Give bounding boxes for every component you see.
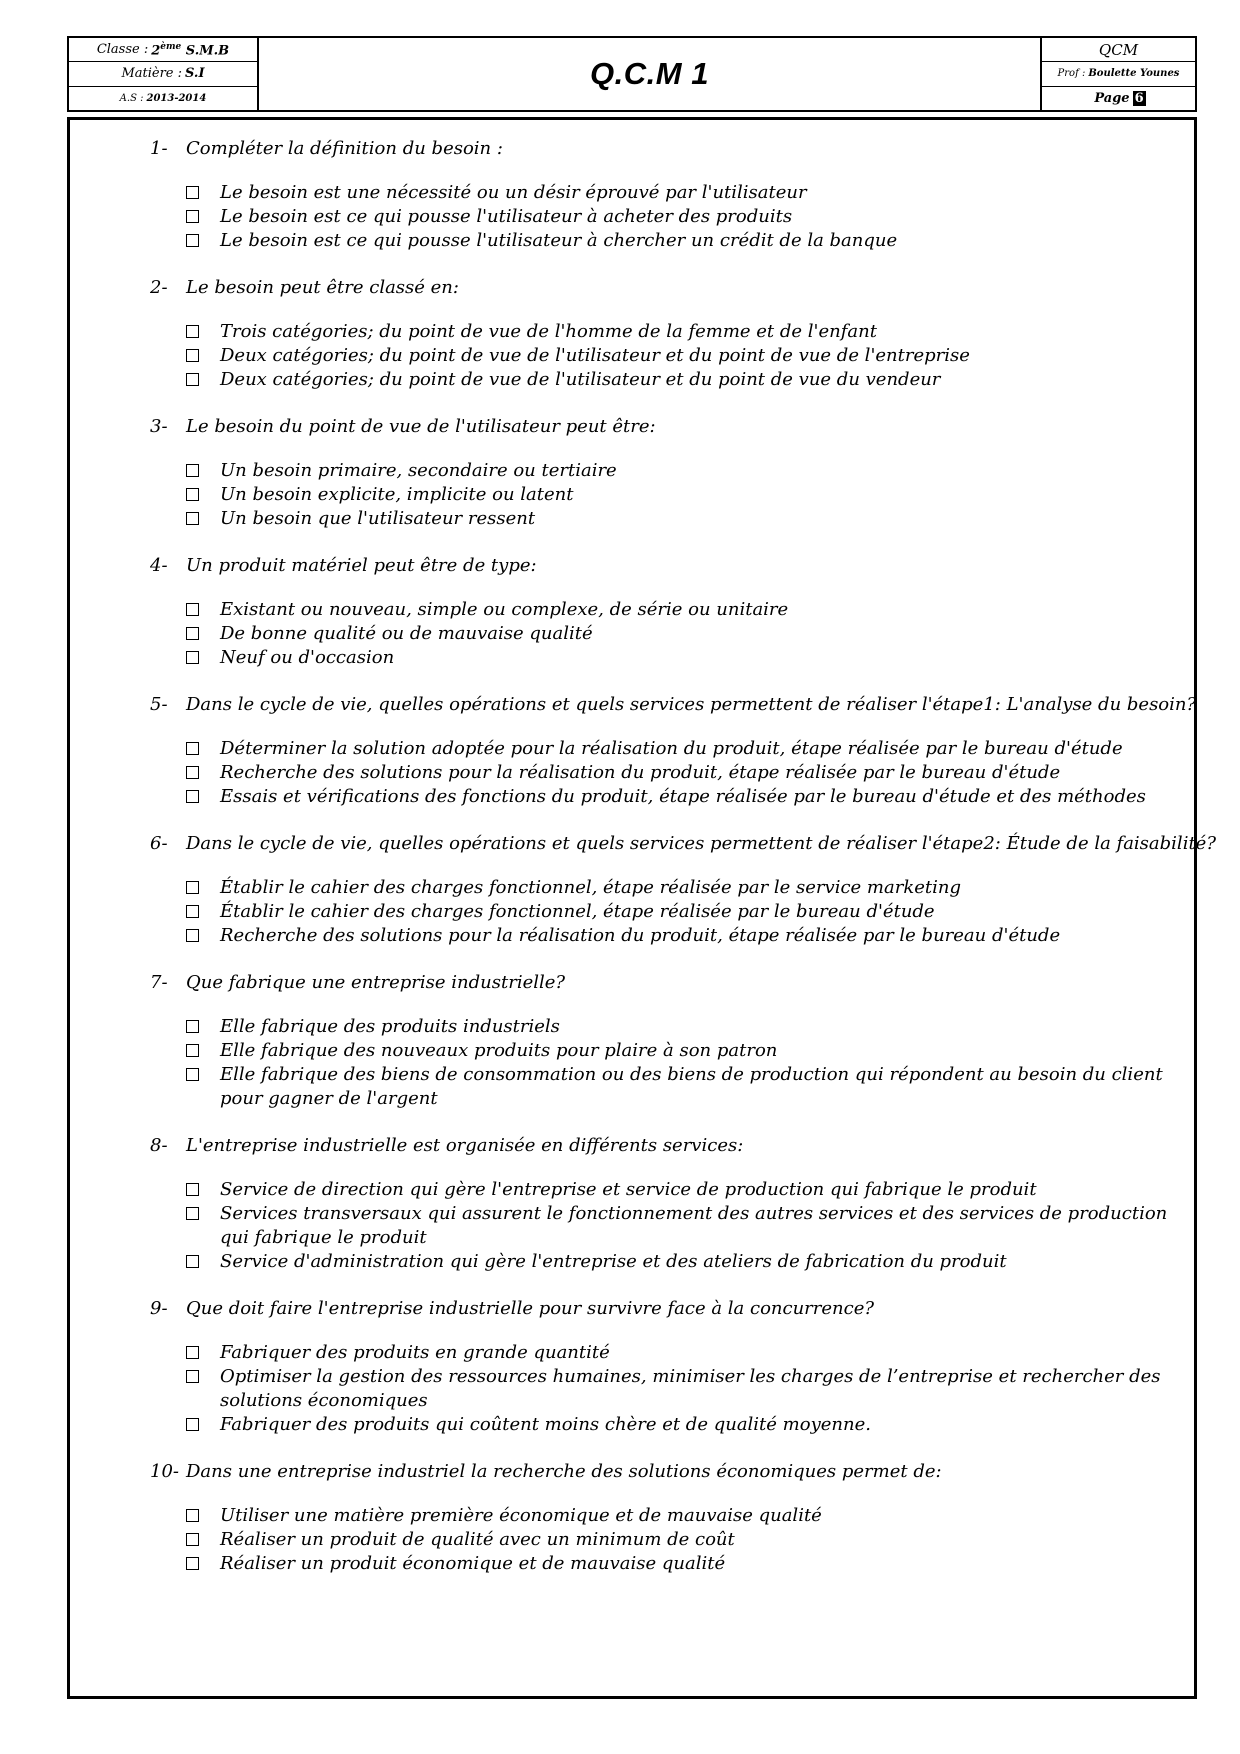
question-text: Que doit faire l'entreprise industrielle pour survivre face à la concurrence? xyxy=(186,1298,875,1319)
question-number: 8- xyxy=(150,1135,168,1156)
question-number: 3- xyxy=(150,416,168,437)
answer-option xyxy=(186,205,1170,229)
question-9 xyxy=(150,1298,1170,1437)
answer-checkbox[interactable] xyxy=(186,603,199,616)
answer-checkbox[interactable] xyxy=(186,905,199,918)
header-title-area xyxy=(259,38,1040,110)
answer-text: Un besoin primaire, secondaire ou tertiaire xyxy=(220,460,617,481)
question-2 xyxy=(150,277,1170,392)
answer-checkbox[interactable] xyxy=(186,325,199,338)
answer-checkbox[interactable] xyxy=(186,1557,199,1570)
document-header xyxy=(67,36,1197,112)
question-line xyxy=(150,1135,1170,1157)
answer-checkbox[interactable] xyxy=(186,373,199,386)
answer-text: Le besoin est ce qui pousse l'utilisateur à chercher un crédit de la banque xyxy=(220,230,898,251)
classe-cell xyxy=(69,38,257,62)
question-number: 2- xyxy=(150,277,168,298)
answer-checkbox[interactable] xyxy=(186,234,199,247)
classe-value xyxy=(151,42,229,58)
question-line xyxy=(150,972,1170,994)
question-text: Que fabrique une entreprise industrielle? xyxy=(186,972,566,993)
answer-checkbox[interactable] xyxy=(186,464,199,477)
answer-text: Optimiser la gestion des ressources humaines, minimiser les charges de l’entreprise et rechercher des solutions économiques xyxy=(220,1366,1161,1411)
annee-scolaire-cell xyxy=(69,87,257,110)
question-number: 1- xyxy=(150,138,168,159)
answer-option xyxy=(186,507,1170,531)
answer-checkbox[interactable] xyxy=(186,210,199,223)
question-number: 10- xyxy=(150,1461,179,1482)
question-text: Dans le cycle de vie, quelles opérations et quels services permettent de réaliser l'étape1: L'analyse du besoin? xyxy=(186,694,1197,715)
answer-checkbox[interactable] xyxy=(186,1509,199,1522)
question-text: Dans le cycle de vie, quelles opérations et quels services permettent de réaliser l'étape2: Étude de la faisabilité? xyxy=(186,833,1216,854)
answer-text: Elle fabrique des biens de consommation ou des biens de production qui répondent au besoin du client pour gagner de l'argent xyxy=(220,1064,1163,1109)
answer-text: Services transversaux qui assurent le fonctionnement des autres services et des services de production qui fabrique le produit xyxy=(220,1203,1168,1248)
question-4 xyxy=(150,555,1170,670)
answer-text: Service de direction qui gère l'entreprise et service de production qui fabrique le produit xyxy=(220,1179,1037,1200)
answer-text: Fabriquer des produits en grande quantité xyxy=(220,1342,610,1363)
answer-text: Établir le cahier des charges fonctionnel, étape réalisée par le bureau d'étude xyxy=(220,901,935,922)
question-line xyxy=(150,1461,1170,1483)
question-1 xyxy=(150,138,1170,253)
answer-option xyxy=(186,1413,1170,1437)
answer-option xyxy=(186,1039,1170,1063)
answer-checkbox[interactable] xyxy=(186,627,199,640)
answer-text: Le besoin est ce qui pousse l'utilisateur à acheter des produits xyxy=(220,206,793,227)
answer-checkbox[interactable] xyxy=(186,1346,199,1359)
answer-checkbox[interactable] xyxy=(186,488,199,501)
question-3 xyxy=(150,416,1170,531)
answer-text: Fabriquer des produits qui coûtent moins chère et de qualité moyenne. xyxy=(220,1414,871,1435)
answer-option xyxy=(186,483,1170,507)
answer-option xyxy=(186,900,1170,924)
page-cell xyxy=(1042,87,1195,110)
answer-text: Un besoin explicite, implicite ou latent xyxy=(220,484,574,505)
question-text: Compléter la définition du besoin : xyxy=(186,138,503,159)
answer-option xyxy=(186,761,1170,785)
question-8 xyxy=(150,1135,1170,1274)
as-label: A.S : xyxy=(119,92,144,104)
question-7 xyxy=(150,972,1170,1111)
answer-text: Déterminer la solution adoptée pour la réalisation du produit, étape réalisée par le bureau d'étude xyxy=(220,738,1123,759)
answer-checkbox[interactable] xyxy=(186,512,199,525)
answer-option xyxy=(186,1365,1170,1413)
answer-option xyxy=(186,876,1170,900)
prof-value: Boulette Younes xyxy=(1088,68,1180,80)
answer-text: Elle fabrique des nouveaux produits pour plaire à son patron xyxy=(220,1040,778,1061)
answer-option xyxy=(186,924,1170,948)
qcm-label: QCM xyxy=(1098,40,1139,59)
answer-checkbox[interactable] xyxy=(186,651,199,664)
question-text: Un produit matériel peut être de type: xyxy=(186,555,537,576)
answer-text: Trois catégories; du point de vue de l'homme de la femme et de l'enfant xyxy=(220,321,877,342)
answer-text: Réaliser un produit économique et de mauvaise qualité xyxy=(220,1553,726,1574)
header-left-column xyxy=(69,38,259,110)
answer-option xyxy=(186,737,1170,761)
answer-checkbox[interactable] xyxy=(186,1207,199,1220)
answer-option xyxy=(186,1552,1170,1576)
answer-option xyxy=(186,1015,1170,1039)
answer-option xyxy=(186,598,1170,622)
question-5 xyxy=(150,694,1197,809)
matiere-value: S.I xyxy=(185,66,205,82)
answer-text: Essais et vérifications des fonctions du produit, étape réalisée par le bureau d'étude et des méthodes xyxy=(220,786,1146,807)
answer-option xyxy=(186,1341,1170,1365)
answer-option xyxy=(186,622,1170,646)
answer-checkbox[interactable] xyxy=(186,1370,199,1383)
questions-list xyxy=(150,138,1216,1600)
page-number: 6 xyxy=(1134,90,1144,106)
answer-option xyxy=(186,1178,1170,1202)
answer-checkbox[interactable] xyxy=(186,1418,199,1431)
answer-checkbox[interactable] xyxy=(186,349,199,362)
answer-checkbox[interactable] xyxy=(186,186,199,199)
qcm-cell xyxy=(1042,38,1195,62)
answer-checkbox[interactable] xyxy=(186,881,199,894)
page-label: Page xyxy=(1094,90,1130,106)
answer-option xyxy=(186,229,1170,253)
question-text: L'entreprise industrielle est organisée en différents services: xyxy=(186,1135,744,1156)
classe-label: Classe : xyxy=(96,42,149,58)
question-line xyxy=(150,694,1197,716)
answer-text: Neuf ou d'occasion xyxy=(220,647,395,668)
answer-text: Un besoin que l'utilisateur ressent xyxy=(220,508,536,529)
answer-text: Recherche des solutions pour la réalisation du produit, étape réalisée par le bureau d'étude xyxy=(220,762,1061,783)
answer-option xyxy=(186,320,1170,344)
page-title: Q.C.M 1 xyxy=(590,56,709,91)
answer-checkbox[interactable] xyxy=(186,1020,199,1033)
answer-option xyxy=(186,459,1170,483)
answer-option xyxy=(186,646,1170,670)
question-line xyxy=(150,416,1170,438)
answer-text: Recherche des solutions pour la réalisation du produit, étape réalisée par le bureau d'étude xyxy=(220,925,1061,946)
answer-option xyxy=(186,181,1170,205)
classe-suffix: S.M.B xyxy=(185,42,230,58)
question-text: Le besoin peut être classé en: xyxy=(186,277,459,298)
answer-text: Existant ou nouveau, simple ou complexe, de série ou unitaire xyxy=(220,599,789,620)
answer-checkbox[interactable] xyxy=(186,1068,199,1081)
answer-checkbox[interactable] xyxy=(186,1533,199,1546)
question-10 xyxy=(150,1461,1170,1576)
matiere-cell xyxy=(69,62,257,86)
answer-text: Utiliser une matière première économique et de mauvaise qualité xyxy=(220,1505,822,1526)
header-right-column xyxy=(1040,38,1195,110)
question-number: 4- xyxy=(150,555,168,576)
question-line xyxy=(150,138,1170,160)
classe-sup: ème xyxy=(160,41,182,52)
answer-checkbox[interactable] xyxy=(186,790,199,803)
as-value: 2013-2014 xyxy=(146,92,207,104)
prof-cell xyxy=(1042,62,1195,86)
answer-text: Le besoin est une nécessité ou un désir éprouvé par l'utilisateur xyxy=(220,182,807,203)
questions-frame xyxy=(67,117,1216,1699)
answer-text: Établir le cahier des charges fonctionnel, étape réalisée par le service marketing xyxy=(220,877,961,898)
answer-checkbox[interactable] xyxy=(186,742,199,755)
matiere-label: Matière : xyxy=(121,66,182,82)
classe-number: 2 xyxy=(151,42,161,58)
prof-label: Prof : xyxy=(1057,68,1086,80)
answer-text: Réaliser un produit de qualité avec un minimum de coût xyxy=(220,1529,735,1550)
answer-option xyxy=(186,785,1170,809)
question-number: 9- xyxy=(150,1298,168,1319)
question-line xyxy=(150,555,1170,577)
question-text: Le besoin du point de vue de l'utilisateur peut être: xyxy=(186,416,656,437)
answer-text: Deux catégories; du point de vue de l'utilisateur et du point de vue du vendeur xyxy=(220,369,941,390)
question-text: Dans une entreprise industriel la recherche des solutions économiques permet de: xyxy=(186,1461,942,1482)
answer-checkbox[interactable] xyxy=(186,1255,199,1268)
question-6 xyxy=(150,833,1216,948)
answer-option xyxy=(186,1528,1170,1552)
answer-text: Elle fabrique des produits industriels xyxy=(220,1016,560,1037)
answer-checkbox[interactable] xyxy=(186,1183,199,1196)
answer-option xyxy=(186,1504,1170,1528)
question-line xyxy=(150,833,1216,855)
answer-checkbox[interactable] xyxy=(186,1044,199,1057)
question-line xyxy=(150,1298,1170,1320)
answer-option xyxy=(186,344,1170,368)
answer-option xyxy=(186,1063,1170,1111)
answer-checkbox[interactable] xyxy=(186,929,199,942)
question-number: 7- xyxy=(150,972,168,993)
answer-option xyxy=(186,1202,1170,1250)
answer-text: Service d'administration qui gère l'entreprise et des ateliers de fabrication du produit xyxy=(220,1251,1007,1272)
answer-checkbox[interactable] xyxy=(186,766,199,779)
answer-text: Deux catégories; du point de vue de l'utilisateur et du point de vue de l'entreprise xyxy=(220,345,970,366)
answer-option xyxy=(186,368,1170,392)
question-number: 5- xyxy=(150,694,168,715)
answer-option xyxy=(186,1250,1170,1274)
question-number: 6- xyxy=(150,833,168,854)
answer-text: De bonne qualité ou de mauvaise qualité xyxy=(220,623,593,644)
question-line xyxy=(150,277,1170,299)
